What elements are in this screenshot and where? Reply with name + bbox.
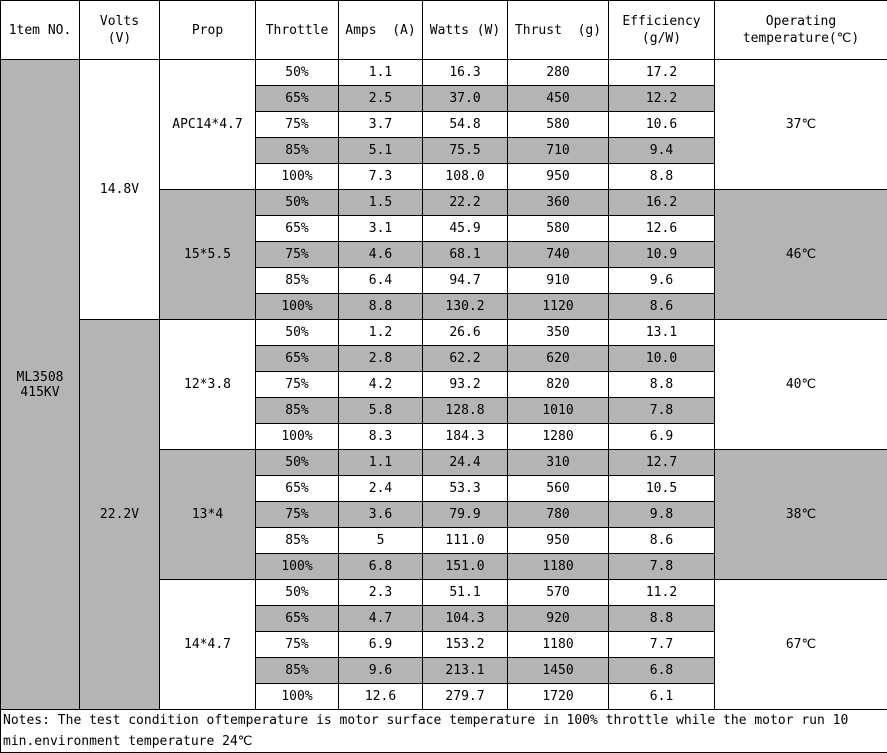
watts-cell: 68.1 [423,242,508,268]
throttle-cell: 75% [256,632,339,658]
header-amps: Amps (A) [339,1,423,60]
notes-text: Notes: The test condition oftemperature is motor surface temperature in 100% throttle while the motor run 10 min.environment temperature 24℃ [1,710,887,753]
thrust-cell: 1120 [508,294,609,320]
efficiency-cell: 12.7 [609,450,715,476]
amps-cell: 1.2 [339,320,423,346]
temperature-cell: 46℃ [715,190,887,320]
throttle-cell: 75% [256,112,339,138]
efficiency-cell: 17.2 [609,60,715,86]
watts-cell: 37.0 [423,86,508,112]
temperature-cell: 37℃ [715,60,887,190]
throttle-cell: 50% [256,320,339,346]
efficiency-cell: 7.8 [609,398,715,424]
efficiency-cell: 8.8 [609,372,715,398]
watts-cell: 108.0 [423,164,508,190]
watts-cell: 94.7 [423,268,508,294]
prop-cell: 12*3.8 [160,320,256,450]
amps-cell: 4.6 [339,242,423,268]
volts-cell: 14.8V [80,60,160,320]
throttle-cell: 50% [256,580,339,606]
throttle-cell: 85% [256,658,339,684]
notes-row [1,710,887,753]
throttle-cell: 75% [256,372,339,398]
header-operating-temperature: Operating temperature(℃) [715,1,887,60]
amps-cell: 1.1 [339,450,423,476]
thrust-cell: 780 [508,502,609,528]
watts-cell: 24.4 [423,450,508,476]
thrust-cell: 910 [508,268,609,294]
thrust-cell: 920 [508,606,609,632]
thrust-cell: 360 [508,190,609,216]
prop-cell: APC14*4.7 [160,60,256,190]
efficiency-cell: 10.0 [609,346,715,372]
watts-cell: 130.2 [423,294,508,320]
table-row [1,60,887,86]
throttle-cell: 65% [256,476,339,502]
amps-cell: 6.9 [339,632,423,658]
prop-cell: 13*4 [160,450,256,580]
throttle-cell: 100% [256,424,339,450]
throttle-cell: 100% [256,554,339,580]
header-volts: Volts (V) [80,1,160,60]
throttle-cell: 50% [256,190,339,216]
watts-cell: 213.1 [423,658,508,684]
thrust-cell: 950 [508,164,609,190]
efficiency-cell: 6.8 [609,658,715,684]
amps-cell: 5.1 [339,138,423,164]
efficiency-cell: 10.9 [609,242,715,268]
amps-cell: 8.8 [339,294,423,320]
efficiency-cell: 7.8 [609,554,715,580]
amps-cell: 12.6 [339,684,423,710]
efficiency-cell: 8.8 [609,606,715,632]
table-body [1,60,887,753]
amps-cell: 2.8 [339,346,423,372]
prop-cell: 15*5.5 [160,190,256,320]
efficiency-cell: 6.9 [609,424,715,450]
header-item-no: 1tem NO. [1,1,80,60]
throttle-cell: 65% [256,346,339,372]
thrust-cell: 580 [508,216,609,242]
throttle-cell: 75% [256,242,339,268]
temperature-cell: 67℃ [715,580,887,710]
header-watts: Watts (W) [423,1,508,60]
amps-cell: 1.1 [339,60,423,86]
efficiency-cell: 8.6 [609,528,715,554]
thrust-cell: 1010 [508,398,609,424]
watts-cell: 79.9 [423,502,508,528]
thrust-cell: 1280 [508,424,609,450]
efficiency-cell: 9.8 [609,502,715,528]
thrust-cell: 570 [508,580,609,606]
throttle-cell: 65% [256,216,339,242]
amps-cell: 2.5 [339,86,423,112]
amps-cell: 3.1 [339,216,423,242]
amps-cell: 1.5 [339,190,423,216]
watts-cell: 62.2 [423,346,508,372]
header-prop: Prop [160,1,256,60]
efficiency-cell: 8.6 [609,294,715,320]
watts-cell: 93.2 [423,372,508,398]
efficiency-cell: 11.2 [609,580,715,606]
amps-cell: 8.3 [339,424,423,450]
amps-cell: 4.7 [339,606,423,632]
amps-cell: 2.4 [339,476,423,502]
watts-cell: 111.0 [423,528,508,554]
efficiency-cell: 8.8 [609,164,715,190]
efficiency-cell: 9.6 [609,268,715,294]
table-row [1,320,887,346]
thrust-cell: 820 [508,372,609,398]
watts-cell: 151.0 [423,554,508,580]
throttle-cell: 85% [256,268,339,294]
amps-cell: 6.4 [339,268,423,294]
thrust-cell: 1180 [508,554,609,580]
temperature-cell: 40℃ [715,320,887,450]
prop-cell: 14*4.7 [160,580,256,710]
thrust-cell: 740 [508,242,609,268]
thrust-cell: 280 [508,60,609,86]
amps-cell: 6.8 [339,554,423,580]
watts-cell: 128.8 [423,398,508,424]
thrust-cell: 1180 [508,632,609,658]
throttle-cell: 85% [256,528,339,554]
thrust-cell: 350 [508,320,609,346]
throttle-cell: 75% [256,502,339,528]
throttle-cell: 100% [256,684,339,710]
efficiency-cell: 12.6 [609,216,715,242]
header-row [1,1,887,60]
watts-cell: 279.7 [423,684,508,710]
efficiency-cell: 9.4 [609,138,715,164]
watts-cell: 184.3 [423,424,508,450]
efficiency-cell: 6.1 [609,684,715,710]
efficiency-cell: 7.7 [609,632,715,658]
throttle-cell: 85% [256,398,339,424]
amps-cell: 3.6 [339,502,423,528]
efficiency-cell: 10.5 [609,476,715,502]
throttle-cell: 50% [256,450,339,476]
thrust-cell: 1720 [508,684,609,710]
throttle-cell: 50% [256,60,339,86]
amps-cell: 4.2 [339,372,423,398]
thrust-cell: 1450 [508,658,609,684]
throttle-cell: 100% [256,164,339,190]
amps-cell: 7.3 [339,164,423,190]
watts-cell: 51.1 [423,580,508,606]
amps-cell: 2.3 [339,580,423,606]
thrust-cell: 620 [508,346,609,372]
efficiency-cell: 10.6 [609,112,715,138]
watts-cell: 53.3 [423,476,508,502]
thrust-cell: 310 [508,450,609,476]
watts-cell: 75.5 [423,138,508,164]
efficiency-cell: 12.2 [609,86,715,112]
efficiency-cell: 16.2 [609,190,715,216]
header-efficiency: Efficiency (g/W) [609,1,715,60]
efficiency-cell: 13.1 [609,320,715,346]
throttle-cell: 65% [256,606,339,632]
temperature-cell: 38℃ [715,450,887,580]
header-thrust: Thrust (g) [508,1,609,60]
amps-cell: 5.8 [339,398,423,424]
watts-cell: 26.6 [423,320,508,346]
watts-cell: 22.2 [423,190,508,216]
thrust-cell: 950 [508,528,609,554]
thrust-cell: 450 [508,86,609,112]
watts-cell: 54.8 [423,112,508,138]
amps-cell: 5 [339,528,423,554]
header-throttle: Throttle [256,1,339,60]
item-number-cell: ML3508 415KV [1,60,80,710]
throttle-cell: 65% [256,86,339,112]
throttle-cell: 100% [256,294,339,320]
watts-cell: 16.3 [423,60,508,86]
watts-cell: 104.3 [423,606,508,632]
thrust-cell: 560 [508,476,609,502]
watts-cell: 45.9 [423,216,508,242]
throttle-cell: 85% [256,138,339,164]
amps-cell: 3.7 [339,112,423,138]
watts-cell: 153.2 [423,632,508,658]
amps-cell: 9.6 [339,658,423,684]
thrust-cell: 710 [508,138,609,164]
thrust-cell: 580 [508,112,609,138]
volts-cell: 22.2V [80,320,160,710]
